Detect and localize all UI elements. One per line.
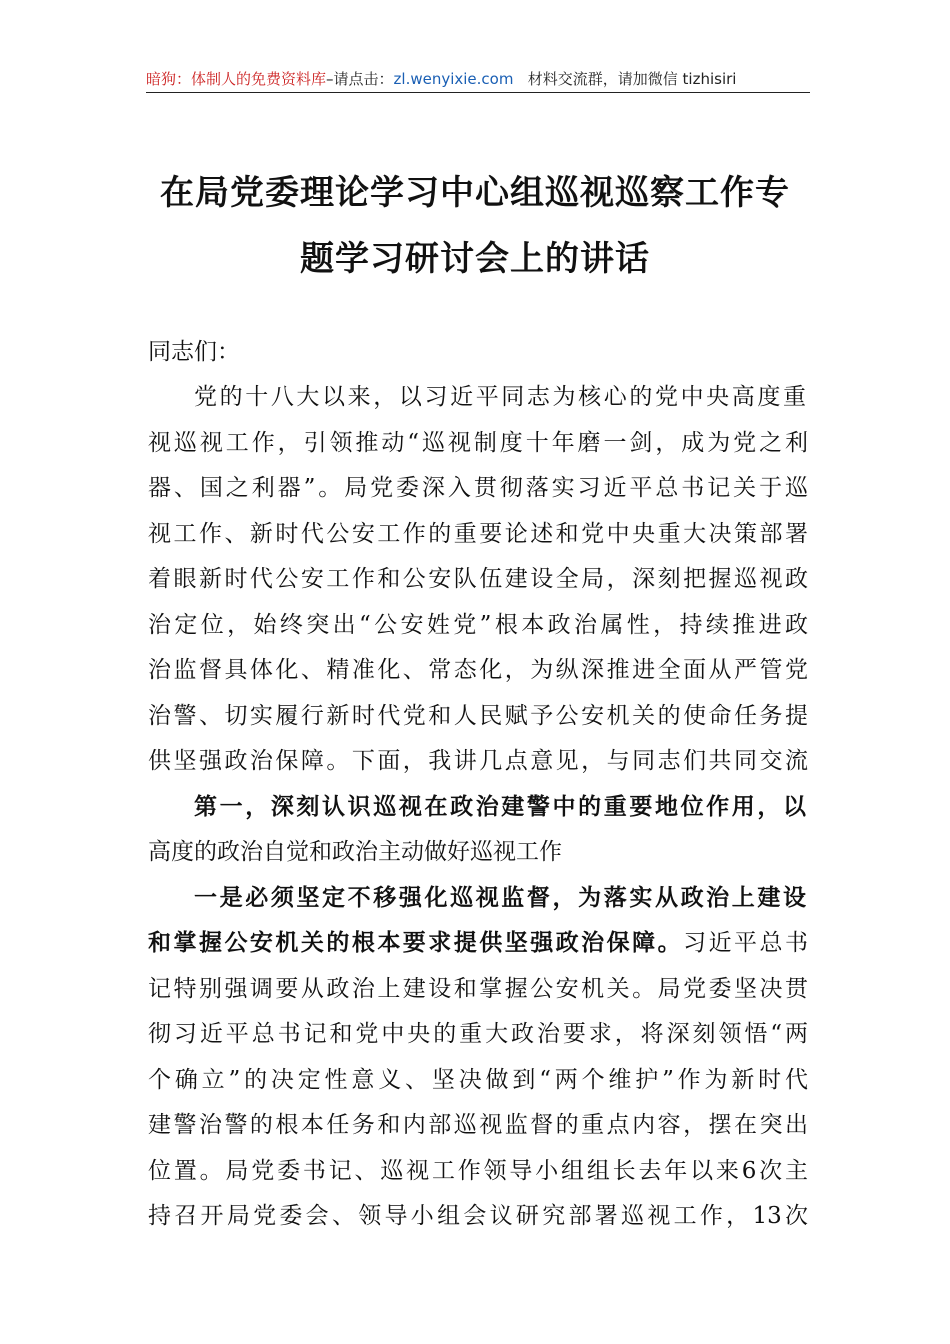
body-line: 供坚强政治保障。下面，我讲几点意见，与同志们共同交流 (148, 748, 808, 774)
body-line: 视工作、新时代公安工作的重要论述和党中央重大决策部署 (148, 521, 808, 547)
section-heading-line-2: 高度的政治自觉和政治主动做好巡视工作 (148, 839, 562, 865)
body-line: 个确立”的决定性意义、坚决做到“两个维护”作为新时代 (148, 1067, 808, 1093)
point-heading-line-2: 和掌握公安机关的根本要求提供坚强政治保障。 (148, 929, 684, 956)
click-prefix: –请点击： (326, 70, 394, 88)
body-line: 治警、切实履行新时代党和人民赋予公安机关的使命任务提 (148, 703, 808, 729)
section-heading-line-1: 第一，深刻认识巡视在政治建警中的重要地位作用，以 (194, 794, 806, 820)
wechat-note: 材料交流群，请加微信 tizhisiri (527, 70, 737, 88)
body-line: 建警治警的根本任务和内部巡视监督的重点内容，摆在突出 (148, 1112, 808, 1138)
body-line: 器、国之利器”。局党委深入贯彻落实习近平总书记关于巡 (148, 475, 808, 501)
body-line: 彻习近平总书记和党中央的重大政治要求，将深刻领悟“两 (148, 1021, 808, 1047)
source-header (146, 68, 810, 93)
source-url-link[interactable]: zl.wenyixie.com (393, 70, 514, 88)
body-line: 位置。局党委书记、巡视工作领导小组组长去年以来6次主 (148, 1158, 808, 1184)
body-line: 党的十八大以来，以习近平同志为核心的党中央高度重 (194, 384, 806, 410)
point-heading-line-1: 一是必须坚定不移强化巡视监督，为落实从政治上建设 (194, 884, 806, 911)
body-text: 习近平总书 (683, 930, 809, 956)
body-line: 着眼新时代公安工作和公安队伍建设全局，深刻把握巡视政 (148, 566, 808, 592)
body-line: 视巡视工作，引领推动“巡视制度十年磨一剑，成为党之利 (148, 430, 808, 456)
body-line: 治定位，始终突出“公安姓党”根本政治属性，持续推进政 (148, 612, 808, 638)
point-line-mixed (148, 928, 808, 958)
body-line: 治监督具体化、精准化、常态化，为纵深推进全面从严管党 (148, 657, 808, 683)
document-title-line-1: 在局党委理论学习中心组巡视巡察工作专 (160, 173, 790, 213)
greeting: 同志们： (148, 339, 240, 365)
body-line: 持召开局党委会、领导小组会议研究部署巡视工作，13次 (148, 1203, 808, 1229)
body-line: 记特别强调要从政治上建设和掌握公安机关。局党委坚决贯 (148, 976, 808, 1002)
source-name: 暗狗：体制人的免费资料库 (146, 70, 327, 88)
document-title-line-2: 题学习研讨会上的讲话 (300, 239, 650, 279)
